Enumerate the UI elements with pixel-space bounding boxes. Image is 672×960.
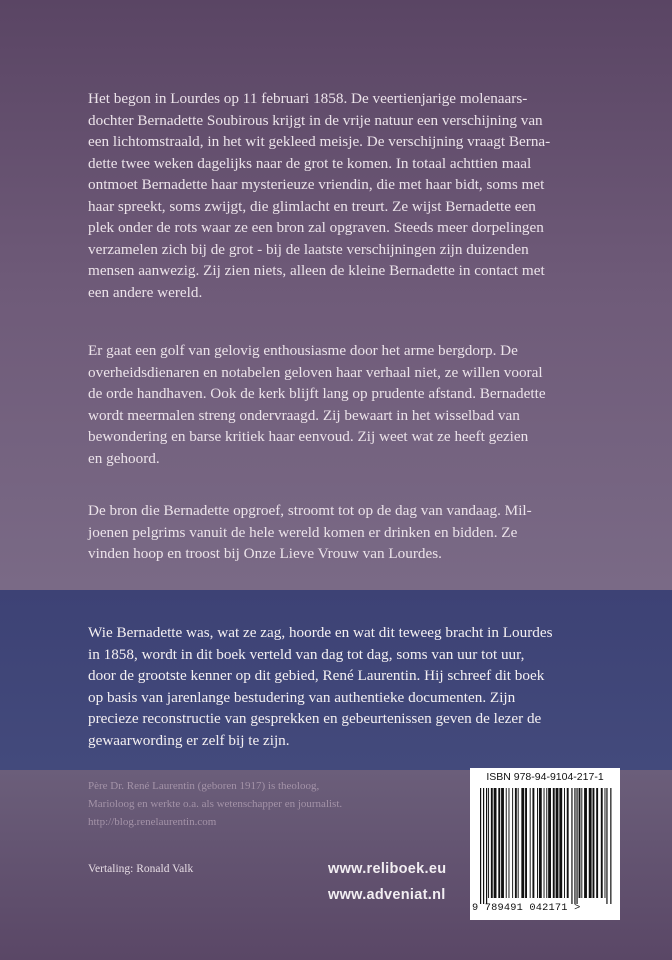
text-line: http://blog.renelaurentin.com [88, 816, 217, 828]
barcode-bar [589, 788, 592, 898]
text-line: een andere wereld. [88, 283, 203, 301]
text-line: vinden hoop en troost bij Onze Lieve Vrouw van Lourdes. [88, 545, 442, 562]
text-line: precieze reconstructie van gesprekken en gebeurtenissen geven de lezer de [88, 710, 542, 727]
barcode-bar [525, 788, 527, 898]
barcode-bar [571, 788, 572, 904]
barcode-bar [605, 788, 606, 898]
barcode-bar [576, 788, 577, 904]
barcode-bar [488, 788, 489, 898]
barcode-bar [606, 788, 607, 904]
text-line: in 1858, wordt in dit boek verteld van dag tot dag, soms van uur tot uur, [88, 645, 525, 663]
barcode-bar [515, 788, 517, 898]
website-reliboek[interactable]: www.reliboek.eu [328, 861, 447, 877]
text-line: Er gaat een golf van gelovig enthousiasme door het arme bergdorp. De [88, 342, 518, 359]
text-line: verzamelen zich bij de grot - bij de laatste verschijningen zijn duizenden [88, 240, 529, 258]
barcode-bar [480, 788, 481, 904]
barcode-bar [556, 788, 559, 898]
book-blurb [88, 622, 608, 751]
website-adveniat[interactable]: www.adveniat.nl [328, 887, 446, 903]
text-line: joenen pelgrims vanuit de hele wereld komen er drinken en bidden. Ze [88, 523, 518, 541]
text-line: door de grootste kenner op dit gebied, René Laurentin. Hij schreef dit boek [88, 667, 545, 684]
barcode-bar [596, 788, 598, 898]
text-line: haar spreekt, soms zwijgt, die glimlacht en treurt. Ze wijst Bernadette een [88, 197, 536, 215]
barcode-bar [567, 788, 569, 898]
barcode-bar [544, 788, 545, 898]
barcode-bar [521, 788, 524, 898]
text-line: gewaarwording er zelf bij te zijn. [88, 731, 290, 749]
barcode-bar [537, 788, 538, 898]
text-line: overheidsdienaren en notabelen geloven haar verhaal niet, ze willen vooral [88, 363, 543, 381]
barcode-bar [539, 788, 542, 898]
text-line: Père Dr. René Laurentin (geboren 1917) is theoloog, [88, 780, 320, 792]
barcode-bar [509, 788, 510, 898]
text-line: ontmoet Bernadette haar mysterieuze vriendin, die met haar bidt, soms met [88, 176, 545, 193]
text-line: Het begon in Lourdes op 11 februari 1858. De veertienjarige molenaars- [88, 90, 528, 107]
text-line: Marioloog en werkte o.a. als wetenschapper en journalist. [88, 798, 343, 810]
text-line: op basis van jarenlange bestudering van authentieke documenten. Zijn [88, 688, 516, 706]
barcode-bar [491, 788, 493, 898]
text-line: mensen aanwezig. Zij zien niets, alleen de kleine Bernadette in contact met [88, 262, 545, 279]
barcode-bar [486, 788, 487, 904]
barcode-bar [579, 788, 581, 898]
barcode-bar [584, 788, 587, 898]
barcode-bar [581, 788, 582, 898]
barcode-bar [574, 788, 575, 904]
barcode-bar [501, 788, 504, 898]
text-line: wordt meermalen streng ondervraagd. Zij bewaart in het wisselbad van [88, 406, 520, 424]
barcode-bar [546, 788, 547, 898]
spring-paragraph [88, 500, 600, 565]
barcode-bar [518, 788, 519, 898]
barcode-bar [601, 788, 603, 898]
barcode-bar [564, 788, 565, 898]
barcode-bar [593, 788, 595, 898]
text-line: De bron die Bernadette opgroef, stroomt tot op de dag van vandaag. Mil- [88, 502, 532, 519]
barcode-bar [532, 788, 534, 898]
barcode-digits: 9 789491 042171 > [472, 902, 581, 914]
text-line: de orde handhaven. Ook de kerk blijft lang op prudente afstand. Bernadette [88, 385, 546, 402]
barcode-bar [494, 788, 497, 898]
text-line: een lichtomstraald, in het wit gekleed meisje. De verschijning vraagt Berna- [88, 133, 551, 150]
barcode-bar [498, 788, 500, 898]
text-line: dochter Bernadette Soubirous krijgt in de vrije natuur een verschijning van [88, 111, 543, 129]
author-bio [88, 777, 448, 831]
barcode-bar [610, 788, 611, 904]
text-line: plek onder de rots waar ze een bron zal opgraven. Steeds meer dorpelingen [88, 219, 544, 236]
barcode-bar [548, 788, 551, 898]
enthusiasm-paragraph [88, 340, 600, 469]
barcode-bar [512, 788, 513, 898]
barcode-bar [483, 788, 484, 904]
text-line: Wie Bernadette was, wat ze zag, hoorde en wat dit teweeg bracht in Lourdes [88, 624, 553, 641]
text-line: dette twee weken dagelijks naar de grot te komen. In totaal achttien maal [88, 154, 532, 172]
intro-paragraph [88, 88, 600, 303]
barcode-bar [553, 788, 555, 898]
barcode-bar [559, 788, 562, 898]
barcode-bars [470, 768, 620, 920]
barcode-panel [470, 768, 620, 920]
barcode-bar [530, 788, 531, 898]
barcode-bar [506, 788, 507, 898]
text-line: bewondering en barse kritiek haar eenvoud. Zij weet wat ze heeft gezien [88, 428, 529, 445]
isbn-label: ISBN 978-94-9104-217-1 [486, 771, 604, 783]
text-line: en gehoord. [88, 449, 160, 467]
translator-credit: Vertaling: Ronald Valk [88, 863, 194, 875]
